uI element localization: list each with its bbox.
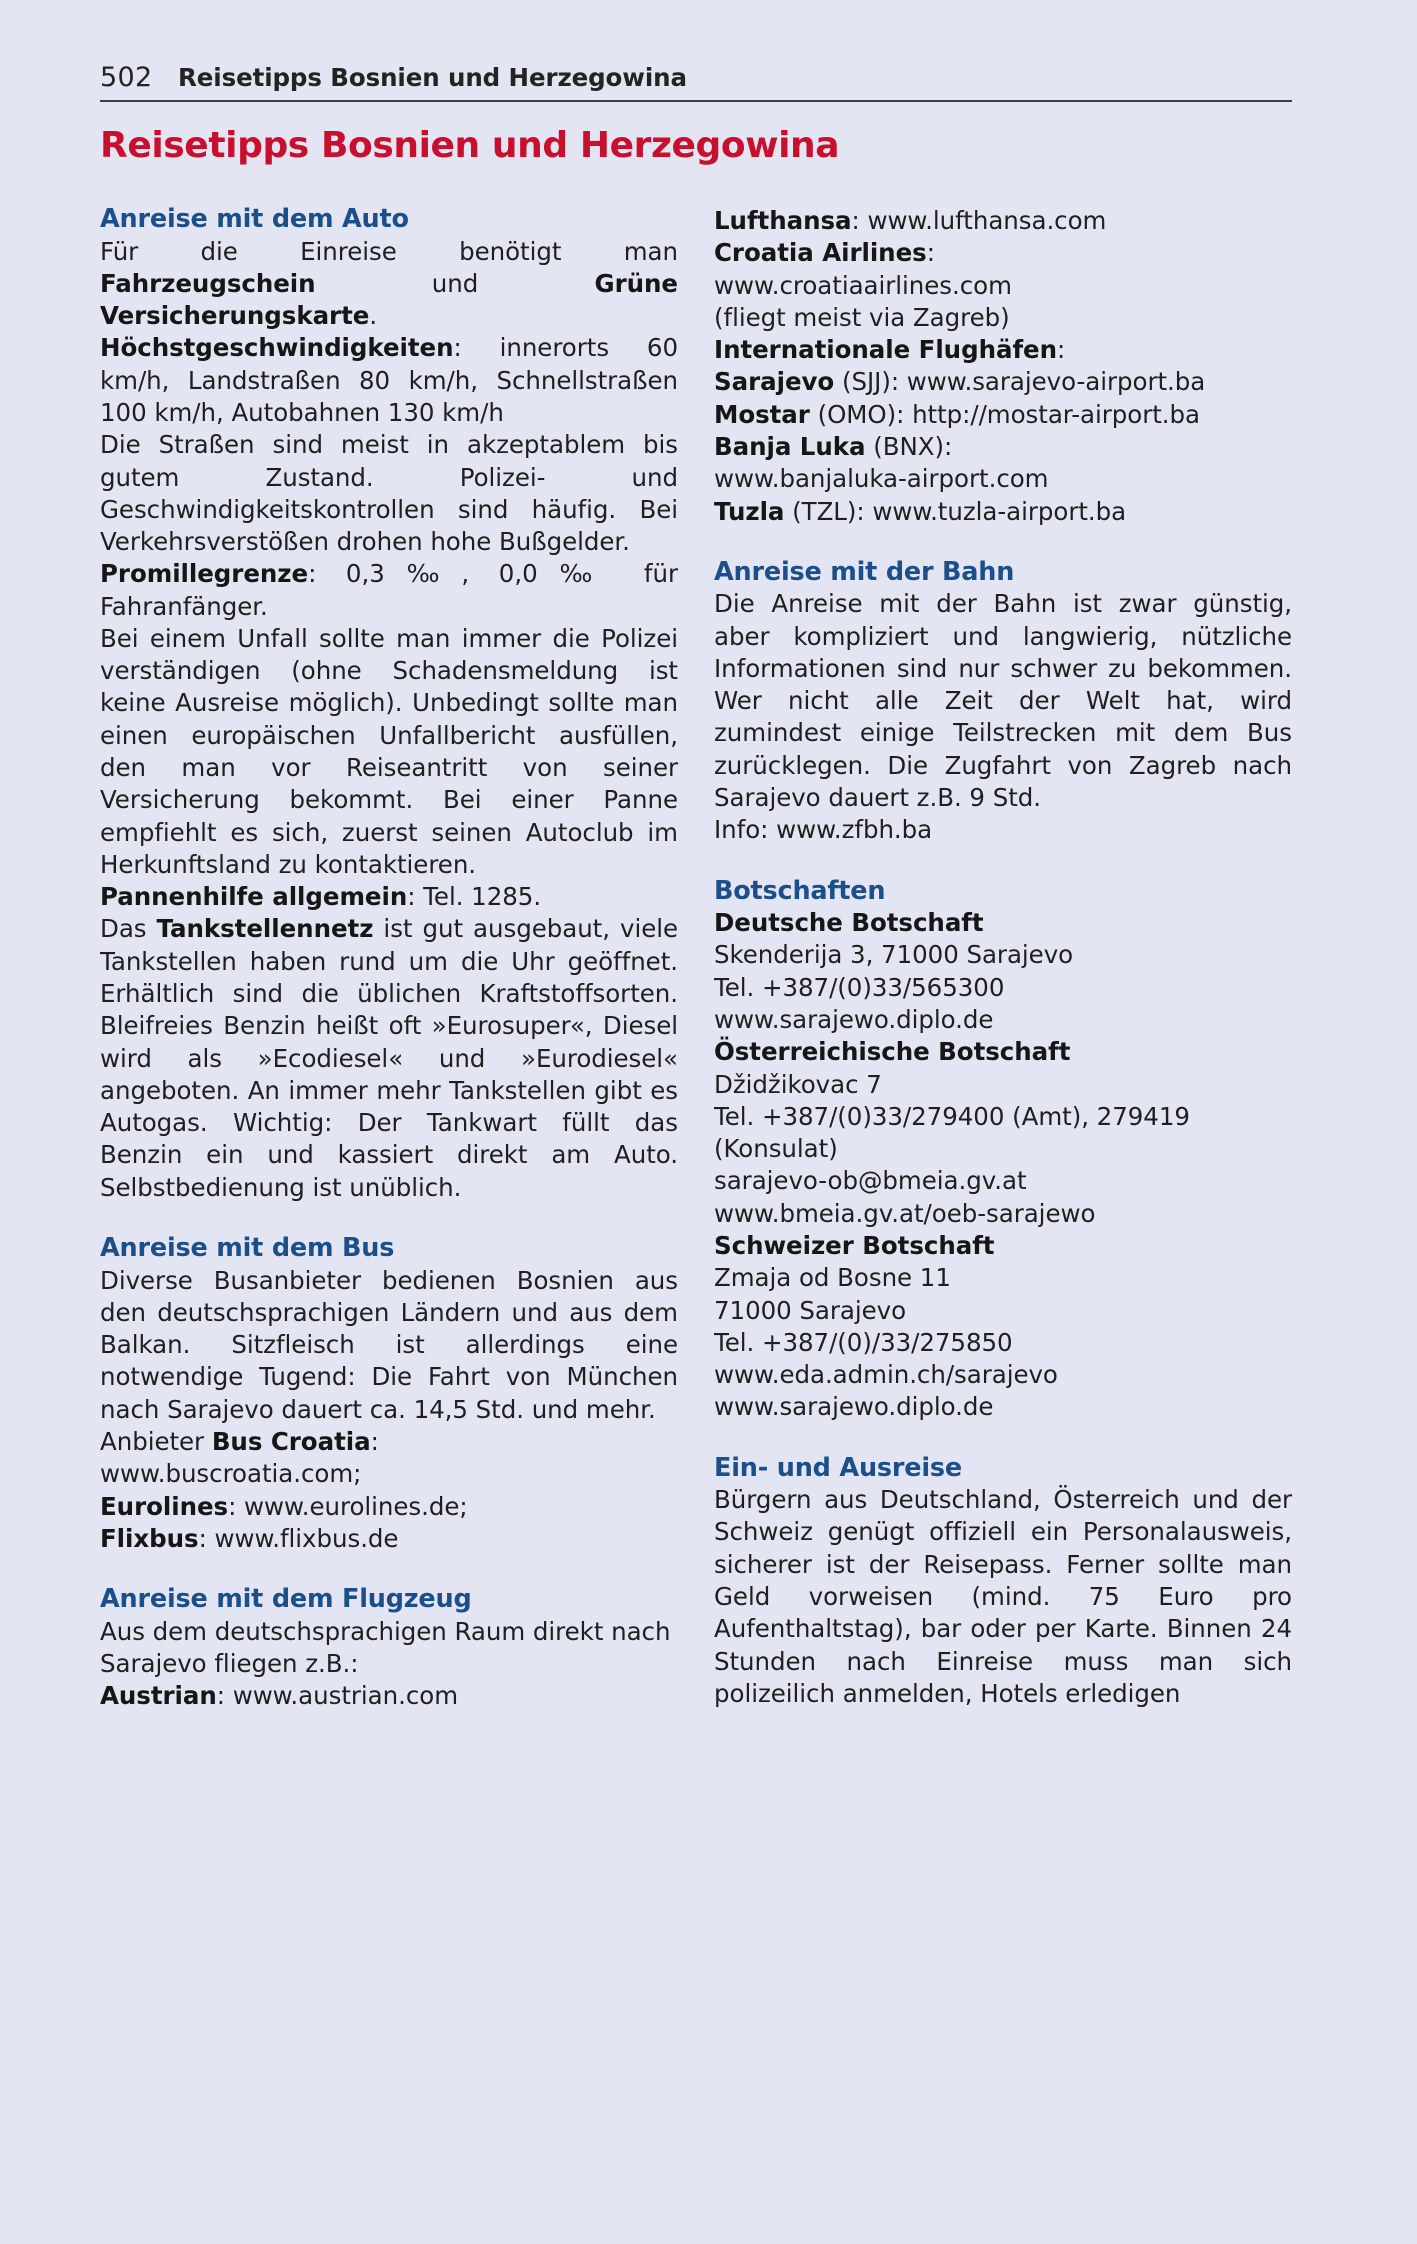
body-text: : — [926, 238, 935, 268]
body-text: www.sarajewo.diplo.de — [714, 1005, 994, 1034]
left-column — [100, 205, 678, 1712]
paragraph — [714, 399, 1292, 431]
paragraph — [714, 1198, 1292, 1230]
paragraph — [100, 1426, 678, 1458]
body-text: (BNX): — [865, 431, 953, 461]
paragraph — [100, 1616, 678, 1681]
paragraph — [100, 623, 678, 881]
body-text: www.croatiaairlines.com — [714, 270, 1012, 300]
paragraph — [714, 907, 1292, 939]
paragraph — [714, 431, 1292, 463]
paragraph — [714, 270, 1292, 302]
body-text: www.banjaluka-airport.com — [714, 464, 1049, 494]
paragraph — [100, 332, 678, 429]
paragraph — [714, 972, 1292, 1004]
paragraph — [714, 1133, 1292, 1165]
paragraph — [714, 205, 1292, 237]
body-text: Zmaja od Bosne 11 — [714, 1263, 951, 1293]
emphasis-text: Grüne Versicherungskarte — [100, 268, 678, 331]
page-title: Reisetipps Bosnien und Herzegowina — [100, 125, 840, 166]
paragraph — [100, 1265, 678, 1426]
body-text: : www.eurolines.de; — [228, 1491, 468, 1521]
body-text: : Tel. 1285. — [407, 882, 542, 912]
body-text: sarajevo-ob@bmeia.gv.at — [714, 1166, 1027, 1196]
paragraph — [100, 1523, 678, 1555]
paragraph — [714, 1069, 1292, 1101]
paragraph — [100, 1491, 678, 1523]
paragraph — [714, 1036, 1292, 1068]
section-heading-ein-und-ausreise: Ein- und Ausreise — [714, 1452, 962, 1483]
emphasis-text: Deutsche Botschaft — [714, 908, 984, 938]
body-text: Für die Einreise benötigt man — [100, 236, 678, 266]
body-text: : — [370, 1426, 379, 1456]
section-heading-anreise-mit-der-bahn: Anreise mit der Bahn — [714, 556, 1015, 587]
body-text: Tel. +387/(0)33/565300 — [714, 972, 1005, 1002]
body-text: www.sarajewo.diplo.de — [714, 1392, 994, 1422]
body-text: Džidžikovac 7 — [714, 1069, 882, 1099]
emphasis-text: Schweizer Botschaft — [714, 1230, 995, 1260]
body-text: : www.flixbus.de — [198, 1523, 399, 1553]
paragraph — [100, 558, 678, 623]
emphasis-text: Banja Luka — [714, 431, 866, 461]
paragraph — [714, 1391, 1292, 1423]
section-heading-anreise-mit-dem-auto: Anreise mit dem Auto — [100, 204, 409, 234]
body-text: (OMO): http://mostar-airport.ba — [809, 399, 1200, 429]
body-text: Die Anreise mit der Bahn ist zwar günstig, aber kompliziert und langwierig, nützliche Informationen sind nur schwer zu bekommen. Wer nicht alle Zeit der Welt hat, wird zumindest einige Teilstrecken mit dem Bus zurücklegen. Die Zugfahrt von Zagreb nach Sarajevo dauert z.B. 9 Std. — [714, 589, 1292, 813]
paragraph — [714, 1295, 1292, 1327]
body-text: : innerorts 60 km/h, Landstraßen 80 km/h, Schnellstraßen 100 km/h, Autobahnen 130 km/h — [100, 333, 678, 427]
emphasis-text: Tankstellennetz — [156, 914, 374, 944]
section-heading-botschaften: Botschaften — [714, 875, 886, 906]
body-text: Info: www.zfbh.ba — [714, 815, 933, 845]
emphasis-text: Croatia Airlines — [714, 238, 927, 268]
emphasis-text: Lufthansa — [714, 206, 852, 235]
paragraph — [714, 302, 1292, 334]
body-text: ist gut ausgebaut, viele Tankstellen haben rund um die Uhr geöffnet. Erhältlich sind die üblichen Kraftstoffsorten. Bleifreies Benzin heißt oft »Eurosuper«, Diesel wird als »Ecodiesel« und »Eurodiesel« angeboten. An immer mehr Tankstellen gibt es Autogas. Wichtig: Der Tankwart füllt das Benzin ein und kassiert direkt am Auto. Selbstbedienung ist unüblich. — [100, 914, 678, 1202]
running-head-title: Reisetipps Bosnien und Herzegowina — [178, 63, 687, 92]
paragraph — [714, 334, 1292, 366]
body-text: Diverse Busanbieter bedienen Bosnien aus den deutschsprachigen Ländern und aus dem Balkan. Sitzfleisch ist allerdings eine notwendige Tugend: Die Fahrt von München nach Sarajevo dauert ca. 14,5 Std. und mehr. — [100, 1265, 678, 1424]
right-column — [714, 205, 1292, 1712]
body-text: (fliegt meist via Zagreb) — [714, 302, 1010, 332]
body-text: Anbieter — [100, 1426, 212, 1456]
body-text: www.buscroatia.com; — [100, 1459, 362, 1489]
paragraph — [100, 236, 678, 333]
running-head — [100, 62, 1292, 102]
emphasis-text: Austrian — [100, 1681, 217, 1711]
body-text: Tel. +387/(0)33/279400 (Amt), 279419 — [714, 1101, 1190, 1131]
paragraph — [100, 913, 678, 1204]
emphasis-text: Bus Croatia — [211, 1426, 371, 1456]
paragraph — [100, 1680, 678, 1712]
paragraph — [714, 1262, 1292, 1294]
page-number: 502 — [100, 62, 153, 93]
emphasis-text: Flixbus — [100, 1523, 199, 1553]
body-text: Aus dem deutschsprachigen Raum direkt nach Sarajevo fliegen z.B.: — [100, 1616, 671, 1678]
body-text: 71000 Sarajevo — [714, 1295, 907, 1325]
body-text: . — [369, 301, 378, 331]
emphasis-text: Mostar — [714, 399, 810, 429]
body-text: : — [1057, 335, 1066, 365]
paragraph — [100, 881, 678, 913]
paragraph — [714, 1359, 1292, 1391]
body-text: Die Straßen sind meist in akzeptablem bis gutem Zustand. Polizei- und Geschwindigkeitskontrollen sind häufig. Bei Verkehrsverstößen drohen hohe Bußgelder. — [100, 430, 678, 557]
paragraph — [714, 1165, 1292, 1197]
paragraph — [714, 366, 1292, 398]
emphasis-text: Promillegrenze — [100, 559, 309, 589]
paragraph — [714, 1230, 1292, 1262]
emphasis-text: Eurolines — [100, 1491, 229, 1521]
paragraph — [714, 814, 1292, 846]
paragraph — [714, 496, 1292, 528]
emphasis-text: Fahrzeugschein — [100, 268, 316, 298]
body-text: (Konsulat) — [714, 1134, 838, 1164]
paragraph — [714, 1101, 1292, 1133]
paragraph — [714, 588, 1292, 814]
paragraph — [714, 237, 1292, 269]
body-text: www.eda.admin.ch/sarajevo — [714, 1360, 1058, 1390]
paragraph — [100, 1458, 678, 1490]
two-column-layout — [100, 205, 1292, 1712]
body-text: Tel. +387/(0)/33/275850 — [714, 1327, 1013, 1357]
body-text: (TZL): www.tuzla-airport.ba — [784, 496, 1127, 526]
body-text: Bürgern aus Deutschland, Österreich und der Schweiz genügt offiziell ein Personalausweis, sicherer ist der Reisepass. Ferner sollte man Geld vorweisen (mind. 75 Euro pro Aufenthaltstag), bar oder per Karte. Binnen 24 Stunden nach Einreise muss man sich polizeilich anmelden, Hotels erledigen — [714, 1485, 1292, 1708]
emphasis-text: Höchstgeschwindigkeiten — [100, 333, 454, 363]
emphasis-text: Internationale Flughäfen — [714, 335, 1058, 365]
section-heading-anreise-mit-dem-flugzeug: Anreise mit dem Flugzeug — [100, 1584, 472, 1615]
emphasis-text: Österreichische Botschaft — [714, 1037, 1071, 1067]
body-text: Bei einem Unfall sollte man immer die Polizei verständigen (ohne Schadensmeldung ist keine Ausreise möglich). Unbedingt sollte man einen europäischen Unfallbericht ausfüllen, den man vor Reiseantritt von seiner Versicherung bekommt. Bei einer Panne empfiehlt es sich, zuerst seinen Autoclub im Herkunftsland zu kontaktieren. — [100, 623, 678, 879]
paragraph — [714, 463, 1292, 495]
emphasis-text: Tuzla — [714, 496, 785, 526]
paragraph — [100, 429, 678, 558]
body-text: und — [315, 268, 595, 298]
paragraph — [714, 1327, 1292, 1359]
body-text: : www.austrian.com — [216, 1681, 459, 1711]
paragraph — [714, 1484, 1292, 1710]
paragraph — [714, 939, 1292, 971]
body-text: : www.lufthansa.com — [851, 206, 1107, 235]
section-heading-anreise-mit-dem-bus: Anreise mit dem Bus — [100, 1232, 395, 1263]
body-text: (SJJ): www.sarajevo-airport.ba — [834, 367, 1206, 397]
body-text: Das — [100, 914, 157, 944]
body-text: Skenderija 3, 71000 Sarajevo — [714, 940, 1074, 970]
body-text: : 0,3‰, 0,0‰ für Fahranfänger. — [100, 559, 678, 621]
body-text: www.bmeia.gv.at/oeb-sarajewo — [714, 1198, 1096, 1228]
paragraph — [714, 1004, 1292, 1036]
emphasis-text: Pannenhilfe allgemein — [100, 882, 408, 912]
emphasis-text: Sarajevo — [714, 367, 835, 397]
